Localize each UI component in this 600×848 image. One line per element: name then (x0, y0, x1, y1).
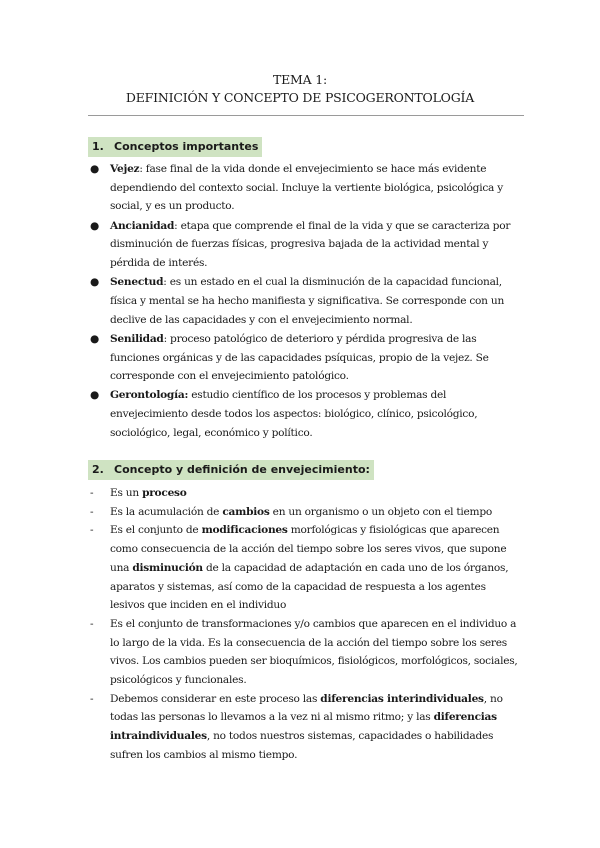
concept-definition: fase final de la vida donde el envejecimiento se hace más evidente dependiendo del contexto social. Incluye la vertiente biológica, psicológica y social, y es un producto. (110, 163, 503, 213)
list-item (88, 386, 518, 442)
section-2-heading (88, 460, 374, 480)
section-1-number: 1. (92, 140, 104, 153)
list-item (88, 615, 518, 690)
concepts-list (88, 160, 518, 443)
dash-marker: - (90, 692, 94, 705)
section-1-heading (88, 137, 262, 157)
item-text: , no todos nuestros sistemas, capacidades o habilidades sufren los cambios al mismo tiempo. (110, 730, 494, 761)
bullet-icon: ● (90, 163, 99, 175)
bullet-icon: ● (90, 389, 99, 402)
concept-term: Ancianidad (110, 219, 175, 232)
item-emphasis: modificaciones (201, 524, 288, 537)
document-title-line-1: TEMA 1: (272, 72, 328, 87)
concept-definition: es un estado en el cual la disminución de la capacidad funcional, física y mental se ha hecho manifiesta y significativa. Se corresponde con un declive de las capacidades y con el envejecimiento normal. (110, 276, 505, 326)
concept-definition: estudio científico de los procesos y problemas del envejecimiento desde todos los aspectos: biológico, clínico, psicológico, sociológico, legal, económico y político. (110, 389, 478, 439)
list-item (88, 484, 518, 503)
dash-marker: - (90, 617, 94, 630)
dash-marker: - (90, 487, 94, 499)
item-emphasis: disminución (132, 561, 203, 574)
item-emphasis: cambios (222, 505, 270, 518)
section-1-heading-text: Conceptos importantes (114, 140, 259, 153)
item-text: en un organismo o un objeto con el tiempo (269, 505, 493, 518)
item-emphasis: proceso (142, 487, 187, 499)
dash-marker: - (90, 505, 94, 518)
list-item (88, 521, 518, 615)
concept-term: Senilidad (110, 332, 164, 345)
item-text: Es el conjunto de (110, 524, 202, 537)
concept-definition: proceso patológico de deterioro y pérdida progresiva de las funciones orgánicas y de las capacidades psíquicas, propio de la vejez. Se corresponde con el envejecimiento patológico. (110, 332, 489, 383)
title-divider (88, 115, 524, 116)
dash-marker: - (90, 524, 94, 537)
item-emphasis: diferencias interindividuales (320, 692, 484, 705)
item-text: morfológicas y fisiológicas que aparecen como consecuencia de la acción del tiempo sobre los seres vivos, que supone una (110, 524, 507, 574)
concept-separator: : (163, 276, 167, 289)
item-text: de la capacidad de adaptación en cada uno de los órganos, aparatos y sistemas, así como de la capacidad de respuesta a los agentes lesivos que inciden en el individuo (110, 561, 509, 612)
section-2-heading-text: Concepto y definición de envejecimiento: (114, 463, 370, 476)
aging-definitions-list (88, 484, 518, 765)
concept-term: Vejez (110, 163, 140, 175)
item-text: Debemos considerar en este proceso las (110, 692, 321, 705)
item-text: Es un (110, 487, 143, 499)
item-text: Es el conjunto de transformaciones y/o cambios que aparecen en el individuo a lo largo de la vida. Es la consecuencia de la acción del tiempo sobre los seres vivos. Los cambios pueden ser bioquímicos, fisiológicos, morfológicos, sociales, psicológicos y funcionales. (110, 617, 518, 687)
concept-separator: : (163, 332, 167, 345)
list-item (88, 330, 518, 386)
item-text: , no todas las personas lo llevamos a la vez ni al mismo ritmo; y las (110, 692, 503, 724)
list-item (88, 690, 518, 765)
list-item (88, 160, 518, 216)
list-item (88, 503, 518, 522)
bullet-icon: ● (90, 332, 99, 345)
concept-term: Senectud (110, 276, 164, 289)
concept-term: Gerontología: (110, 389, 189, 402)
concept-separator: : (174, 219, 178, 232)
bullet-icon: ● (90, 219, 99, 232)
item-text: Es la acumulación de (110, 505, 223, 518)
section-2-number: 2. (92, 463, 104, 476)
concept-separator: : (139, 163, 143, 175)
concept-definition: etapa que comprende el final de la vida y que se caracteriza por disminución de fuerzas físicas, progresiva bajada de la actividad mental y pérdida de interés. (110, 219, 511, 270)
list-item (88, 217, 518, 273)
item-emphasis: diferencias intraindividuales (110, 711, 497, 743)
bullet-icon: ● (90, 276, 99, 289)
list-item (88, 273, 518, 329)
document-title-line-2: DEFINICIÓN Y CONCEPTO DE PSICOGERONTOLOGÍA (125, 90, 475, 105)
